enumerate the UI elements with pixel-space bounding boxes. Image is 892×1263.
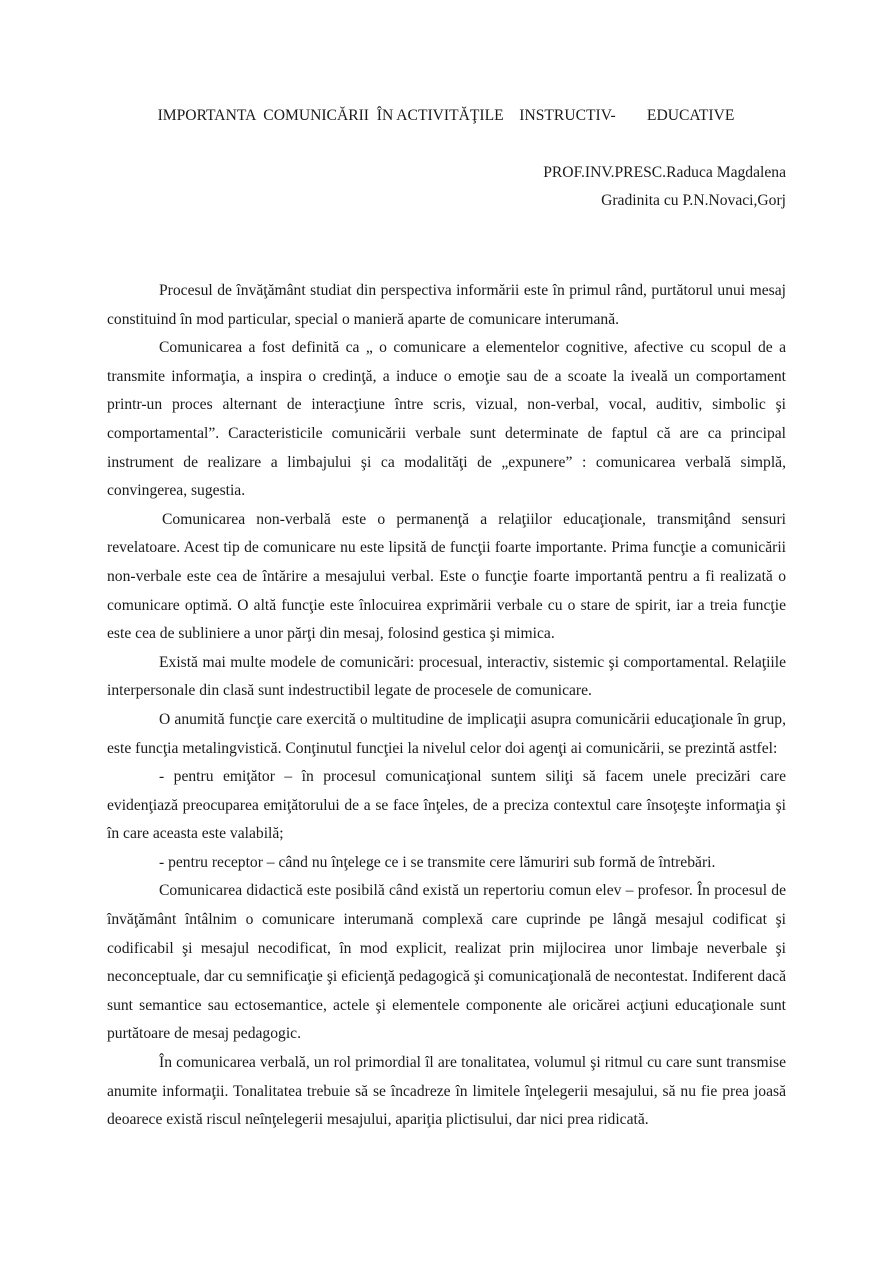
institution-line: Gradinita cu P.N.Novaci,Gorj bbox=[601, 192, 786, 209]
paragraph-4: Există mai multe modele de comunicări: procesual, interactiv, sistemic şi comportamental. Relaţiile interpersonale din clasă sunt indestructibil legate de procesele de comunicare. bbox=[107, 653, 786, 700]
paragraph-2: Comunicarea a fost definită ca „ o comunicare a elementelor cognitive, afective cu scopul de a transmite informaţia, a inspira o credinţă, a induce o emoţie sau de a scoate la iveală un comportament printr-un proces alternant de interacţiune între scris, vizual, non-verbal, vocal, auditiv, simbolic şi comportamental”. Caracteristicile comunicării verbale sunt determinate de faptul că are ca principal instrument de realizare a limbajului şi ca modalităţi de „expunere” : comunicarea verbală simplă, convingerea, sugestia. bbox=[107, 339, 786, 500]
paragraph-5: O anumită funcţie care exercită o multitudine de implicaţii asupra comunicării educaţionale în grup, este funcţia metalingvistică. Conţinutul funcţiei la nivelul celor doi agenţi ai comunicării, se prezintă astfel: bbox=[107, 710, 786, 757]
paragraph-1: Procesul de învăţământ studiat din perspectiva informării este în primul rând, purtătorul unui mesaj constituind în mod particular, special o manieră aparte de comunicare interumană. bbox=[107, 282, 786, 328]
list-item-emitter: - pentru emiţător – în procesul comunicaţional suntem siliţi să facem unele precizări care evidenţiază preocuparea emiţătorului de a se face înţeles, de a preciza contextul care însoţeşte informaţia şi în care aceasta este valabilă; bbox=[107, 768, 786, 843]
paragraph-3: Comunicarea non-verbală este o permanenţă a relaţiilor educaţionale, transmiţând sensuri revelatoare. Acest tip de comunicare nu este lipsită de funcţii foarte importante. Prima funcţie a comunicării non-verbale este cea de întărire a mesajului verbal. Este o funcţie foarte importantă pentru a fi realizată o comunicare optimă. O altă funcţie este înlocuirea exprimării verbale cu o stare de spirit, iar a treia funcţie este cea de subliniere a unor părţi din mesaj, folosind gestica şi mimica. bbox=[107, 510, 786, 643]
paragraph-6: Comunicarea didactică este posibilă când există un repertoriu comun elev – profesor. În procesul de învăţământ întâlnim o comunicare interumană complexă care cuprinde pe lângă mesajul codificat şi codificabil şi mesajul necodificat, în mod explicit, realizat prin mijlocirea unor limbaje neverbale şi neconceptuale, dar cu semnificaţie şi eficienţă pedagogică şi comunicaţională de necontestat. Indiferent dacă sunt semantice sau ectosemantice, actele şi elementele componente ale oricărei acţiuni educaţionale sunt purtătoare de mesaj pedagogic. bbox=[107, 882, 786, 1043]
author-line: PROF.INV.PRESC.Raduca Magdalena bbox=[543, 164, 786, 181]
paragraph-7: În comunicarea verbală, un rol primordial îl are tonalitatea, volumul şi ritmul cu care sunt transmise anumite informaţii. Tonalitatea trebuie să se încadreze în limitele înţelegerii mesajului, să nu fie prea joasă deoarece există riscul neînţelegerii mesajului, apariţia plictisului, dar nici prea ridicată. bbox=[107, 1054, 786, 1129]
document-title: IMPORTANTA COMUNICĂRII ÎN ACTIVITĂŢILE INSTRUCTIV- EDUCATIVE bbox=[157, 107, 735, 124]
list-item-receiver: - pentru receptor – când nu înţelege ce i se transmite cere lămuriri sub formă de întrebări. bbox=[159, 853, 716, 871]
document-body bbox=[107, 277, 786, 1135]
